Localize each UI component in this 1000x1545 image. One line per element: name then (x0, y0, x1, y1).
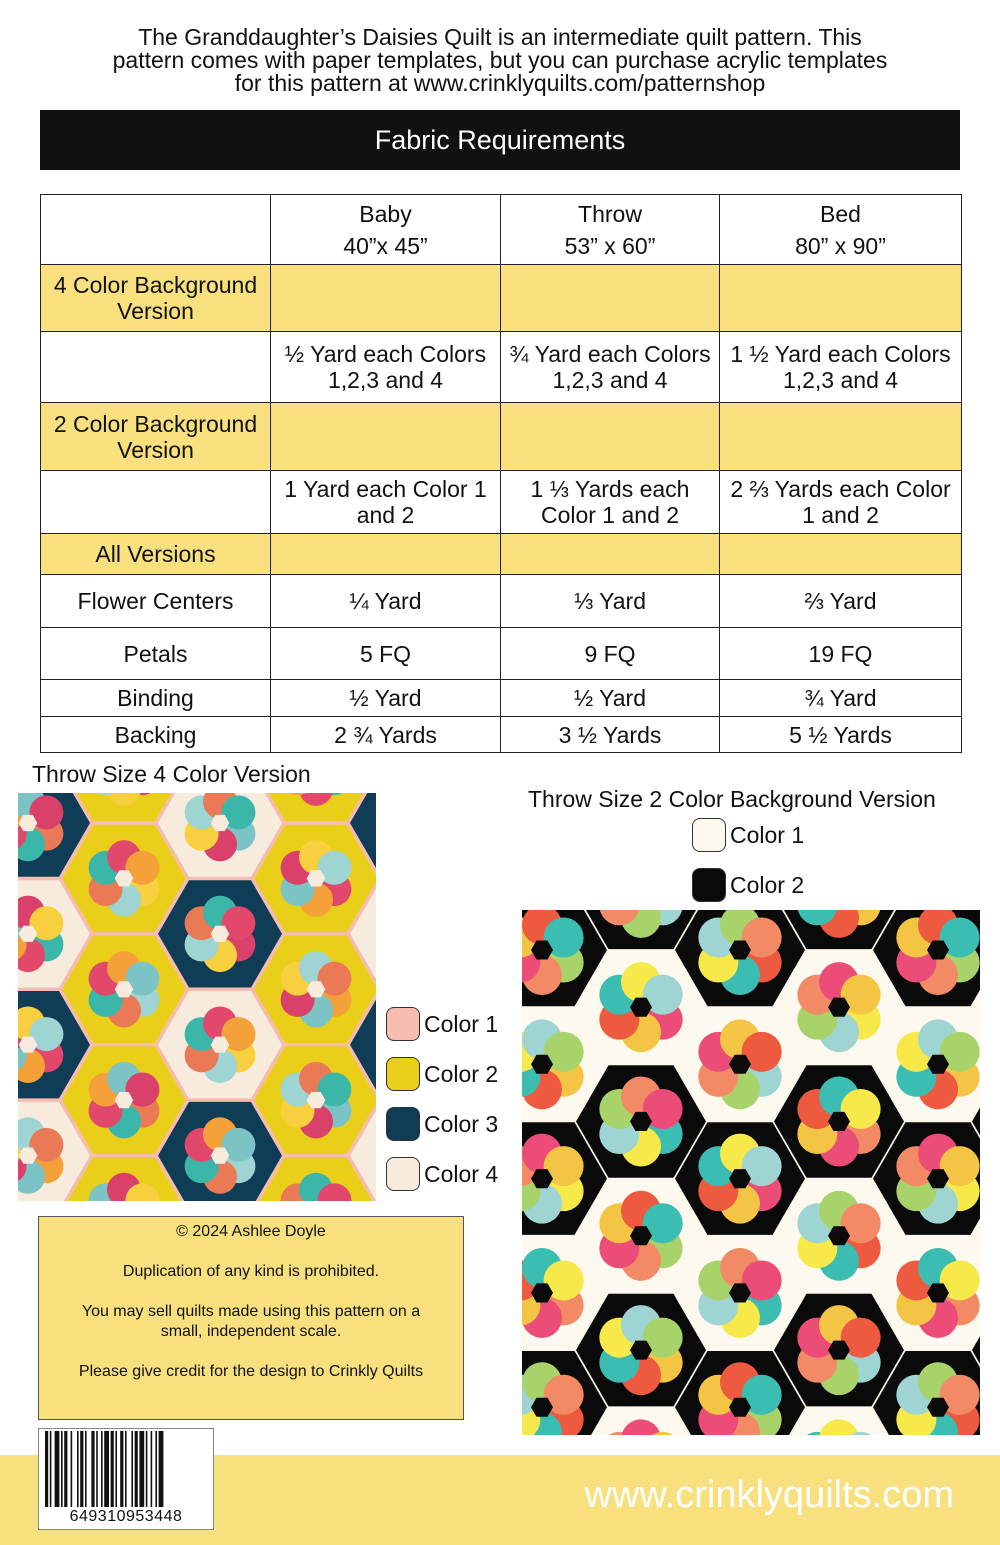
size-header-baby: Baby 40”x 45” (271, 195, 501, 265)
barcode-bar (115, 1431, 117, 1507)
barcode-bar (96, 1431, 98, 1507)
barcode-bar (77, 1431, 79, 1507)
row-cell: ¼ Yard (271, 575, 501, 628)
legend-label: Color 2 (730, 871, 805, 898)
barcode-bar (101, 1431, 103, 1507)
copyright-selling: You may sell quilts made using this pattern on a small, independent scale. (81, 1303, 421, 1340)
row-cell (501, 265, 720, 332)
four-color-quilt-image (18, 793, 376, 1201)
two-color-quilt-image (522, 910, 980, 1435)
legend-item-4c-2 (386, 1057, 498, 1091)
intro-text (40, 26, 960, 95)
four-color-caption: Throw Size 4 Color Version (32, 761, 311, 787)
legend-item-4c-4 (386, 1157, 498, 1191)
barcode (38, 1428, 214, 1530)
legend-label: Color 1 (730, 821, 805, 848)
table-row (41, 534, 962, 575)
row-label (41, 471, 271, 534)
copyright-credit: Please give credit for the design to Crinkly Quilts (78, 1363, 424, 1380)
barcode-bar (64, 1431, 67, 1507)
copyright-duplication: Duplication of any kind is prohibited. (122, 1263, 380, 1280)
barcode-bar (50, 1431, 52, 1507)
row-cell: ⅓ Yard (501, 575, 720, 628)
swatch-color-4 (386, 1157, 420, 1191)
row-cell (720, 265, 962, 332)
barcode-bar (80, 1431, 83, 1507)
swatch-color-1 (386, 1007, 420, 1041)
table-row (41, 575, 962, 628)
section-title: Fabric Requirements (374, 124, 626, 155)
barcode-bar (61, 1431, 63, 1507)
legend-label: Color 4 (424, 1160, 499, 1187)
barcode-bar (55, 1431, 60, 1507)
row-cell (501, 403, 720, 471)
row-cell: 1 ⅓ Yards each Color 1 and 2 (501, 471, 720, 534)
row-label: All Versions (41, 534, 271, 575)
legend-item-4c-1 (386, 1007, 498, 1041)
table-row (41, 265, 962, 332)
row-cell: ½ Yard (271, 680, 501, 717)
four-color-quilt-illustration (18, 793, 376, 1201)
table-row (41, 403, 962, 471)
row-label: 4 Color Background Version (41, 265, 271, 332)
row-cell: ¾ Yard (720, 680, 962, 717)
section-title-bar (40, 110, 960, 170)
size-header-bed: Bed 80” x 90” (720, 195, 962, 265)
table-header-row (41, 195, 962, 265)
barcode-bar (111, 1431, 114, 1507)
row-label: Petals (41, 628, 271, 680)
row-cell: 3 ½ Yards (501, 717, 720, 753)
legend-label: Color 1 (424, 1010, 499, 1037)
row-cell: 5 FQ (271, 628, 501, 680)
barcode-bar (125, 1431, 127, 1507)
intro-line-3: for this pattern at www.crinklyquilts.com/patternshop (234, 70, 766, 96)
row-cell: 2 ⅔ Yards each Color 1 and 2 (720, 471, 962, 534)
row-cell: 9 FQ (501, 628, 720, 680)
table-row (41, 332, 962, 403)
copyright-box (38, 1216, 464, 1420)
legend-item-4c-3 (386, 1107, 498, 1141)
size-header-throw: Throw 53” x 60” (501, 195, 720, 265)
row-cell (271, 403, 501, 471)
fabric-requirements-table (40, 194, 962, 753)
table-corner-cell (41, 195, 271, 265)
row-label: Backing (41, 717, 271, 753)
row-cell: 2 ¾ Yards (271, 717, 501, 753)
barcode-bar (139, 1431, 144, 1507)
table-row (41, 471, 962, 534)
intro-line-1: The Granddaughter’s Daisies Quilt is an intermediate quilt pattern. This (138, 24, 862, 50)
swatch-color-1 (692, 818, 726, 852)
row-cell (501, 534, 720, 575)
footer-website: www.crinklyquilts.com (584, 1474, 954, 1516)
barcode-bars (45, 1431, 209, 1507)
row-cell: ⅔ Yard (720, 575, 962, 628)
barcode-bar (151, 1431, 153, 1507)
row-cell: ½ Yard each Colors 1,2,3 and 4 (271, 332, 501, 403)
legend-label: Color 2 (424, 1060, 499, 1087)
swatch-color-2 (692, 868, 726, 902)
barcode-bar (131, 1431, 133, 1507)
barcode-number: 649310953448 (69, 1508, 183, 1525)
legend-label: Color 3 (424, 1110, 499, 1137)
row-cell: 1 Yard each Color 1 and 2 (271, 471, 501, 534)
barcode-bar (71, 1431, 73, 1507)
row-cell: ¾ Yard each Colors 1,2,3 and 4 (501, 332, 720, 403)
row-cell (720, 403, 962, 471)
two-color-quilt-illustration (522, 910, 980, 1435)
row-cell: 1 ½ Yard each Colors 1,2,3 and 4 (720, 332, 962, 403)
table-row (41, 717, 962, 753)
barcode-bar (104, 1431, 109, 1507)
copyright-owner: © 2024 Ashlee Doyle (176, 1223, 326, 1240)
row-cell: 19 FQ (720, 628, 962, 680)
row-cell: 5 ½ Yards (720, 717, 962, 753)
row-cell: ½ Yard (501, 680, 720, 717)
row-label (41, 332, 271, 403)
barcode-bar (120, 1431, 123, 1507)
swatch-color-3 (386, 1107, 420, 1141)
barcode-bar (91, 1431, 94, 1507)
barcode-bar (155, 1431, 157, 1507)
legend-item-2c-2 (692, 868, 804, 902)
swatch-color-2 (386, 1057, 420, 1091)
row-cell (720, 534, 962, 575)
barcode-bar (159, 1431, 164, 1507)
table-row (41, 628, 962, 680)
barcode-bar (135, 1431, 138, 1507)
row-label: Binding (41, 680, 271, 717)
row-label: 2 Color Background Version (41, 403, 271, 471)
row-cell (271, 534, 501, 575)
two-color-caption: Throw Size 2 Color Background Version (528, 786, 936, 812)
row-cell (271, 265, 501, 332)
barcode-bar (146, 1431, 148, 1507)
table-row (41, 680, 962, 717)
intro-line-2: pattern comes with paper templates, but you can purchase acrylic templates (112, 47, 888, 73)
barcode-bar (45, 1431, 48, 1507)
legend-item-2c-1 (692, 818, 804, 852)
barcode-bar (85, 1431, 87, 1507)
row-label: Flower Centers (41, 575, 271, 628)
